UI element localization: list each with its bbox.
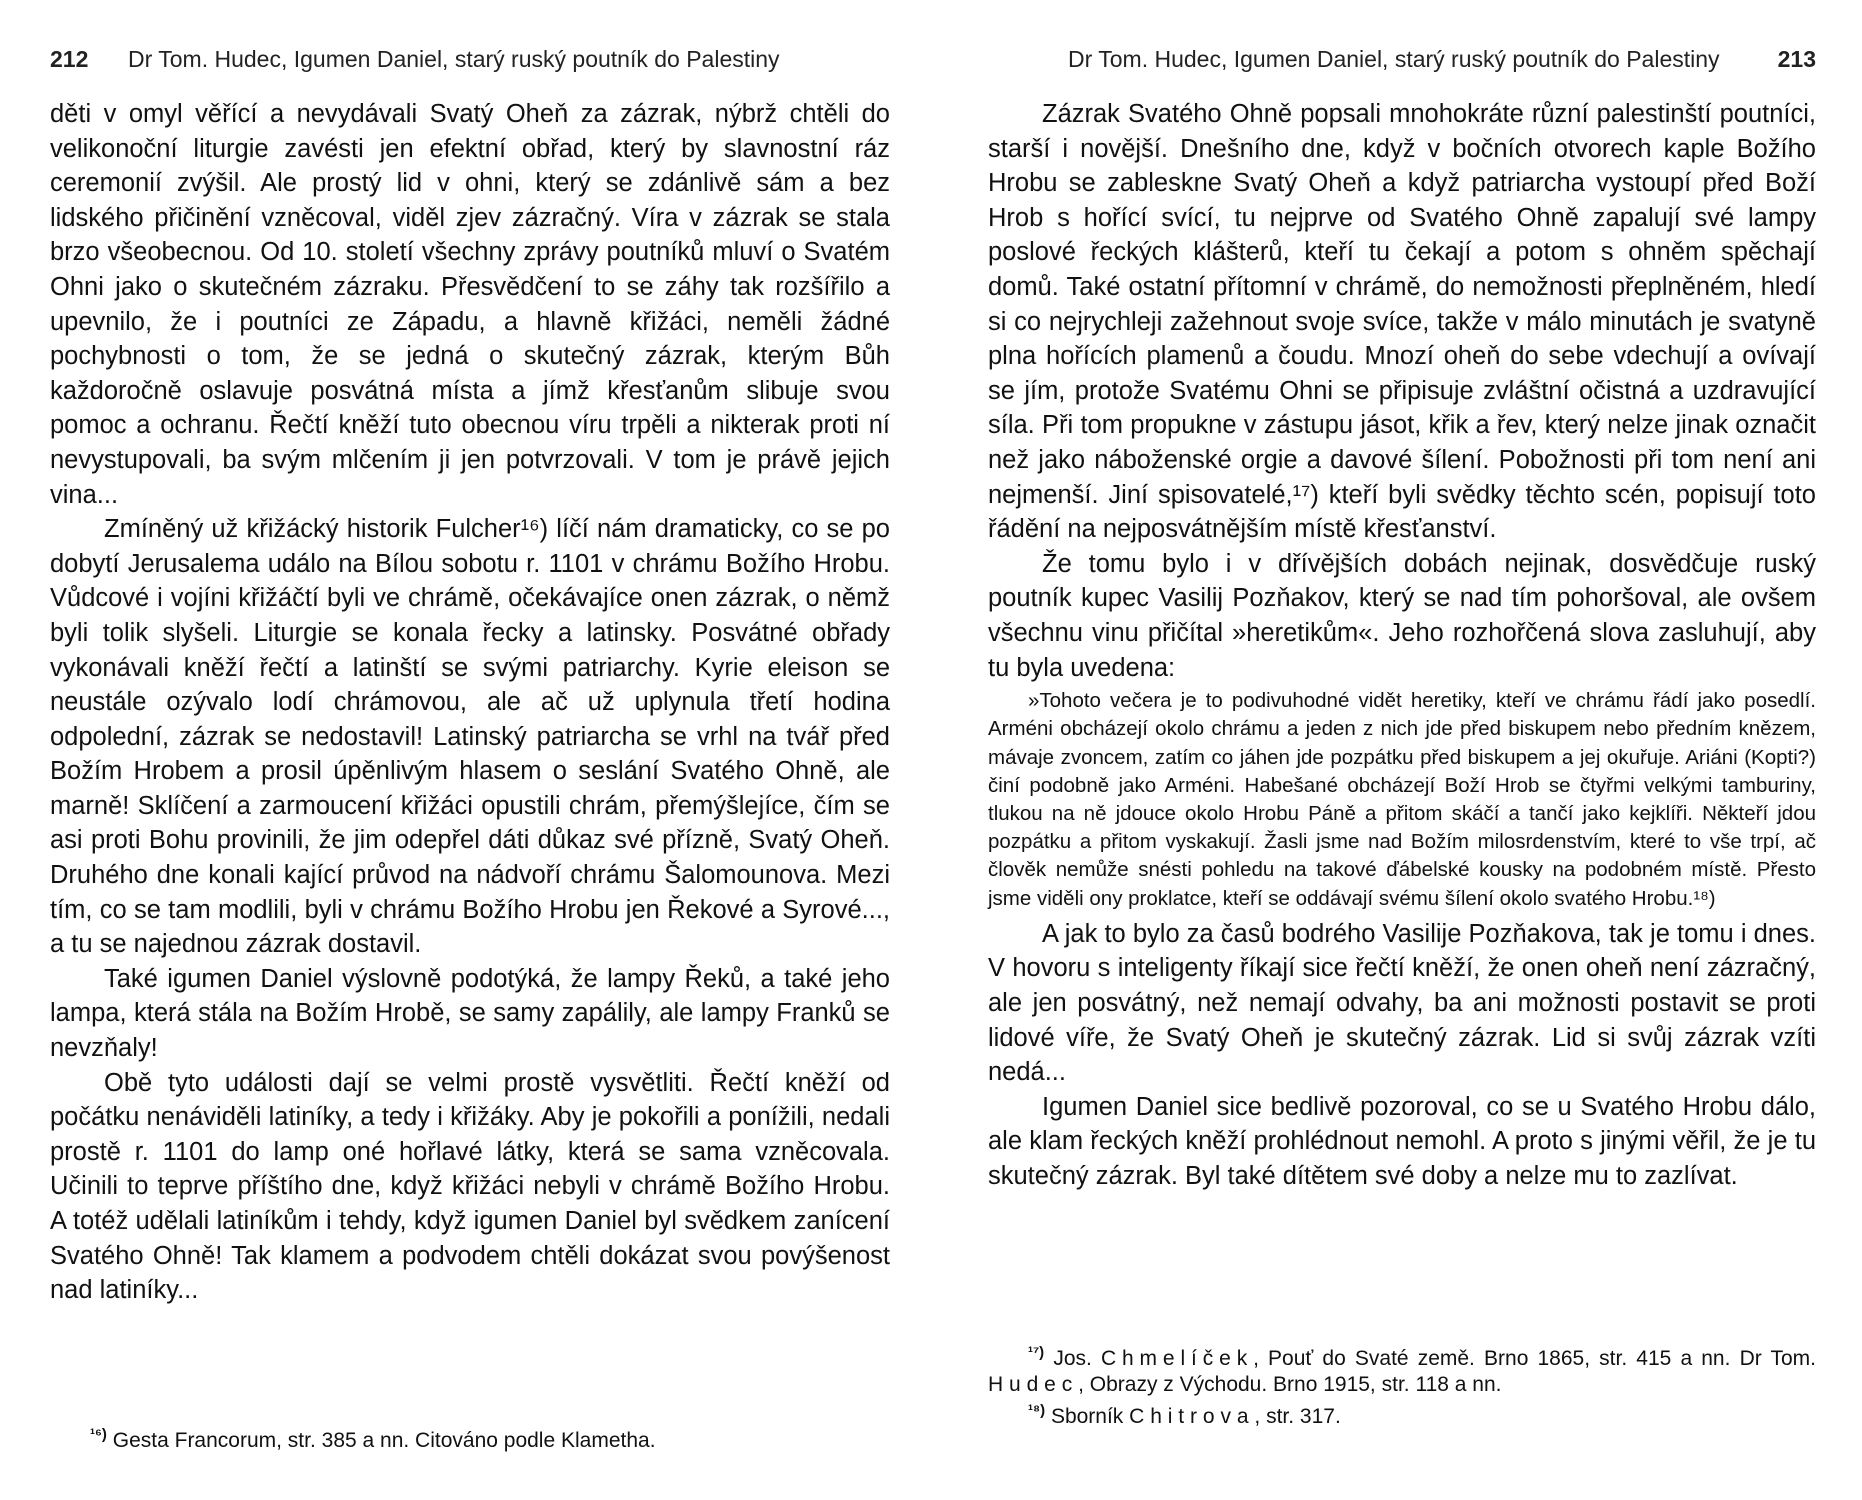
- footnote-mark: ¹⁷): [1028, 1344, 1045, 1361]
- footnote-mark: ¹⁸): [1028, 1402, 1046, 1419]
- right-footnotes: [988, 1340, 1816, 1430]
- left-page-body: [50, 97, 890, 1308]
- footnote-text: Sborník: [1050, 1405, 1124, 1428]
- footnote-text: , Pouť do Svaté země. Brno 1865, str. 415 a nn. Dr Tom.: [1253, 1347, 1816, 1370]
- footnote-text: Gesta Francorum, str. 385 a nn. Citováno podle Klametha.: [112, 1429, 656, 1452]
- left-running-title: Dr Tom. Hudec, Igumen Daniel, starý ruský poutník do Palestiny: [128, 46, 780, 72]
- footnote-text: , str. 317.: [1254, 1405, 1341, 1428]
- author-name: Hudec: [988, 1373, 1079, 1396]
- footnote-16: [50, 1422, 890, 1454]
- left-paragraph-3: Také igumen Daniel výslovně podotýká, že lampy Řeků, a také jeho lampa, která stála na Božím Hrobě, se samy zapálily, ale lampy Franků se nevzňaly!: [50, 964, 890, 1063]
- left-paragraph-1: děti v omyl věřící a nevydávali Svatý Oheň za zázrak, nýbrž chtěli do velikonoční liturgie zavésti jen efektní obřad, který by slavnostní ráz ceremonií zvýšil. Ale prostý lid v ohni, který se zdánlivě sám a bez lidského přičinění vzněcoval, viděl zjev zázračný. Víra v zázrak se stala brzo všeobecnou. Od 10. století všechny zprávy poutníků mluví o Svatém Ohni jako o skutečném zázraku. Přesvědčení to se záhy tak rozšířilo a upevnilo, že i poutníci ze Západu, a hlavně křižáci, neměli žádné pochybnosti o tom, že se jedná o skutečný zázrak, kterým Bůh každoročně oslavuje posvátná místa a jímž křesťanům slibuje svou pomoc a ochranu. Řečtí kněží tuto obecnou víru trpěli a nikterak proti ní nevystupovali, ba svým mlčením ji jen potvrzovali. V tom je právě jejich vina...: [50, 100, 890, 509]
- author-name: Chitrova: [1129, 1405, 1255, 1428]
- footnote-17: [988, 1340, 1816, 1398]
- right-page-body: [988, 97, 1816, 1193]
- footnote-text: Jos.: [1053, 1347, 1092, 1370]
- author-name: Chmelíček: [1100, 1347, 1254, 1370]
- block-quote: [988, 687, 1816, 913]
- right-paragraph-2: Že tomu bylo i v dřívějších dobách nejinak, dosvědčuje ruský poutník kupec Vasilij Pozňakov, který se nad tím pohoršoval, ale ovšem všechnu vinu přičítal »heretikům«. Jeho rozhořčená slova zasluhují, aby tu byla uvedena:: [988, 549, 1816, 682]
- left-footnotes: [50, 1422, 890, 1454]
- right-page-header: [988, 44, 1816, 74]
- right-paragraph-1: Zázrak Svatého Ohně popsali mnohokráte různí palestinští poutníci, starší i novější. Dnešního dne, když v bočních otvorech kaple Božího Hrobu se zableskne Svatý Oheň a když patriarcha vystoupí před Boží Hrob s hořící svící, tu nejprve od Svatého Ohně zapalují své lampy poslové řeckých klášterů, kteří tu čekají a potom s ohněm spěchají domů. Také ostatní přítomní v chrámě, do nemožnosti přeplněném, hledí si co nejrychleji zažehnout svoje svíce, takže v málo minutách je svatyně plna hořících plamenů a čoudu. Mnozí oheň do sebe vdechují a ovívají se jím, protože Svatému Ohni se připisuje zvláštní očistná a uzdravující síla. Při tom propukne v zástupu jásot, křik a řev, který nelze jinak označit než jako náboženské orgie a davové šílení. Pobožnosti při tom není ani nejmenší. Jiní spisovatelé,¹⁷) kteří byli svědky těchto scén, popisují toto řádění na nejposvátnějším místě křesťanství.: [988, 100, 1816, 544]
- right-paragraph-4: Igumen Daniel sice bedlivě pozoroval, co se u Svatého Hrobu dálo, ale klam řeckých kněží prohlédnout nemohl. A proto s jinými věřil, že je tu skutečný zázrak. Byl také dítětem své doby a nelze mu to zazlívat.: [988, 1092, 1816, 1190]
- left-paragraph-2: Zmíněný už křižácký historik Fulcher¹⁶) líčí nám dramaticky, co se po dobytí Jerusalema událo na Bílou sobotu r. 1101 v chrámu Božího Hrobu. Vůdcové i vojíni křižáčtí byli ve chrámě, očekávajíce onen zázrak, o němž byli tolik slyšeli. Liturgie se konala řecky a latinsky. Posvátné obřady vykonávali kněží řečtí a latinští se svými patriarchy. Kyrie eleison se neustále ozývalo lodí chrámovou, ale ač už uplynula třetí hodina odpolední, zázrak se nedostavil! Latinský patriarcha se vrhl na tvář před Božím Hrobem a prosil úpěnlivým hlasem o seslání Svatého Ohně, ale marně! Sklíčení a zarmoucení křižáci opustili chrám, přemýšlejíce, čím se asi proti Bohu provinili, že jim odepřel dáti důkaz své přízně, Svatý Oheň. Druhého dne konali kající průvod na nádvoří chrámu Šalomounova. Mezi tím, co se tam modlili, byli v chrámu Božího Hrobu jen Řekové a Syrové..., a tu se najednou zázrak dostavil.: [50, 515, 890, 959]
- right-running-title: Dr Tom. Hudec, Igumen Daniel, starý ruský poutník do Palestiny: [1068, 46, 1720, 72]
- left-page-header: [50, 44, 890, 74]
- right-page-number: 213: [1777, 46, 1816, 72]
- footnote-mark: ¹⁶): [90, 1426, 107, 1443]
- right-paragraph-3: A jak to bylo za časů bodrého Vasilije Pozňakova, tak je tomu i dnes. V hovoru s inteligenty říkají sice řečtí kněží, že onen oheň není zázračný, ale jen posvátný, než nemají odvahy, ba ani možnosti postavit se proti lidové víře, že Svatý Oheň je skutečný zázrak. Lid si svůj zázrak vzíti nedá...: [988, 919, 1816, 1087]
- footnote-text: , Obrazy z Východu. Brno 1915, str. 118 a nn.: [1078, 1373, 1502, 1396]
- footnote-18: [988, 1398, 1816, 1430]
- quote-text: »Tohoto večera je to podivuhodné vidět heretiky, kteří ve chrámu řádí jako posedlí. Arméni obcházejí okolo chrámu a jeden z nich jde před biskupem nebo předním knězem, mávaje zvoncem, zatím co jáhen jde pozpátku před biskupem a jej okuřuje. Ariáni (Kopti?) činí podobně jako Arméni. Habešané obcházejí Boží Hrob se čtyřmi velkými tamburiny, tlukou na ně jdouce okolo Hrobu Páně a přitom skáčí a tančí jako kejklíři. Někteří jdou pozpátku a přitom vyskakují. Žasli jsme nad Božím milosrdenstvím, které to vše trpí, ač člověk nemůže snésti pohledu na takové ďábelské kousky na podobném místě. Přesto jsme viděli ony proklatce, kteří se oddávají svému šílení okolo svatého Hrobu.¹⁸): [988, 689, 1816, 910]
- left-page-number: 212: [50, 46, 89, 72]
- left-paragraph-4: Obě tyto události dají se velmi prostě vysvětliti. Řečtí kněží od počátku nenáviděli latiníky, a tedy i křižáky. Aby je pokořili a ponížili, nedali prostě r. 1101 do lamp oné hořlavé látky, která se sama vzněcovala. Učinili to teprve příštího dne, když křižáci nebyli v chrámě Božího Hrobu. A totéž udělali latiníkům i tehdy, když igumen Daniel byl svědkem zanícení Svatého Ohně! Tak klamem a podvodem chtěli dokázat svou povýšenost nad latiníky...: [50, 1068, 890, 1305]
